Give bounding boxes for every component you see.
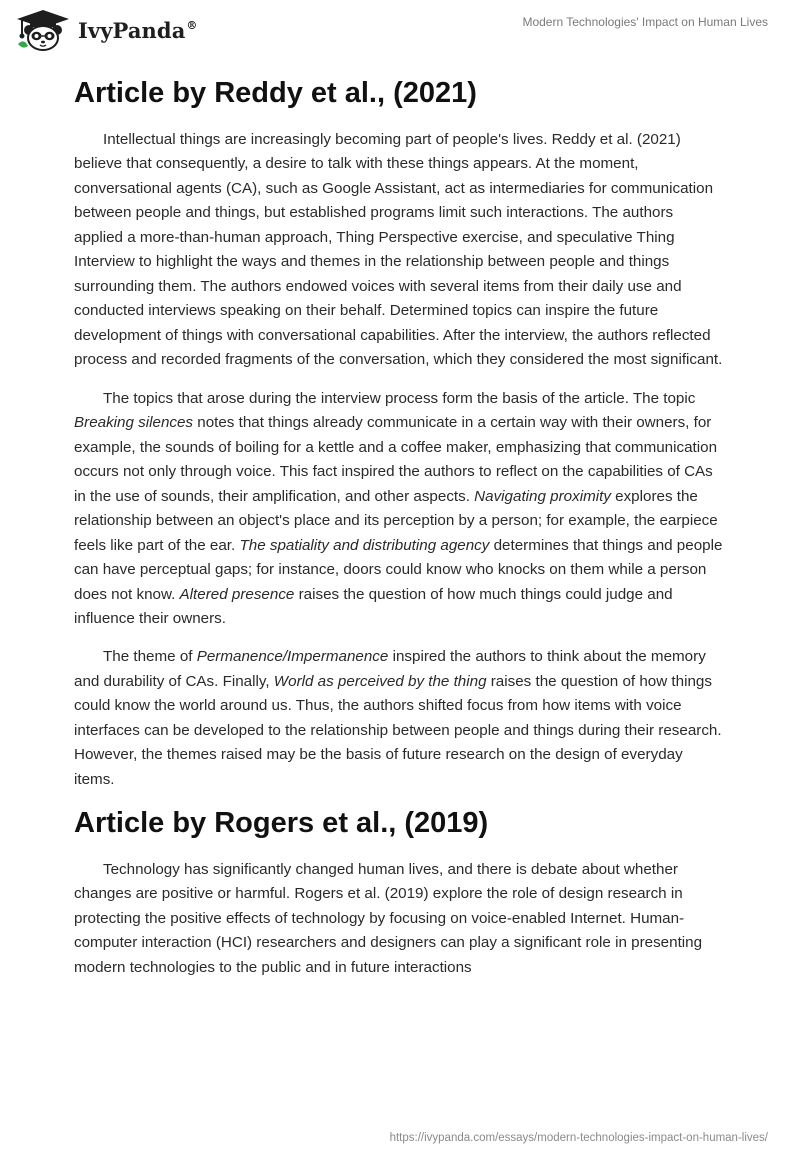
article-heading-rogers: Article by Rogers et al., (2019): [74, 807, 489, 840]
topic-world-perceived: World as perceived by the thing: [273, 672, 487, 690]
page-header: [0, 0, 800, 64]
paragraph: Intellectual things are increasingly becoming part of people's lives. Reddy et al. (2021) believe that consequently, a desire to talk with these things appears. At the moment, conversational agents (CA), such as Google Assistant, act as intermediaries for communication between people and things, but established programs limit such interactions. The authors applied a more-than-human approach, Thing Perspective exercise, and speculative Thing Interview to highlight the ways and themes in the relationship between people and things surrounding them. The authors endowed voices with several items from their daily use and conducted interviews speaking on their behalf. Determined topics can inspire the future development of things with conversational capabilities. After the interview, the authors reflected process and recorded fragments of the conversation, which they considered the most significant.: [74, 130, 723, 369]
topic-breaking-silences: Breaking silences: [74, 414, 194, 432]
topic-spatiality-agency: The spatiality and distributing agency: [239, 536, 490, 554]
logo-text: IvyPanda®: [78, 17, 198, 43]
topic-permanence: Permanence/Impermanence: [196, 648, 389, 666]
essay-content: [74, 70, 726, 994]
panda-graduate-icon: [14, 8, 72, 52]
paragraph: The theme of Permanence/Impermanence inspired the authors to think about the memory and durability of CAs. Finally, World as perceived by the thing raises the question of how things could know the world around us. Thus, the authors shifted focus from how items with voice interfaces can be developed to the relationship between people and things during their research. However, the themes raised may be the basis of future research on the design of everyday items.: [74, 648, 722, 788]
topic-navigating-proximity: Navigating proximity: [474, 487, 611, 505]
paragraph: The topics that arose during the interview process form the basis of the article. The topic Breaking silences notes that things already communicate in a certain way with their owners, for example, the sounds of boiling for a kettle and a coffee maker, emphasizing that communication occurs not only through voice. This fact inspired the authors to reflect on the capabilities of CAs in the use of sounds, their amplification, and other aspects. Navigating proximity explores the relationship between an object's place and its perception by a person; for example, the earpiece feels like part of the ear. The spatiality and distributing agency determines that things and people can have perceptual gaps; for instance, doors could know who knocks on them while a person does not know. Altered presence raises the question of how much things could judge and influence their owners.: [74, 389, 723, 628]
paragraph: Technology has significantly changed human lives, and there is debate about whether changes are positive or harmful. Rogers et al. (2019) explore the role of design research in protecting the positive effects of technology by focusing on voice-enabled Internet. Human-computer interaction (HCI) researchers and designers can play a significant role in presenting modern technologies to the public and in future interactions: [74, 860, 703, 976]
article-heading-reddy: Article by Reddy et al., (2021): [74, 77, 477, 109]
document-title: Modern Technologies' Impact on Human Lives: [522, 15, 768, 29]
registered-mark: ®: [186, 18, 198, 32]
topic-altered-presence: Altered presence: [179, 585, 295, 603]
ivypanda-logo[interactable]: [14, 8, 198, 52]
source-url[interactable]: https://ivypanda.com/essays/modern-technologies-impact-on-human-lives/: [389, 1132, 768, 1144]
